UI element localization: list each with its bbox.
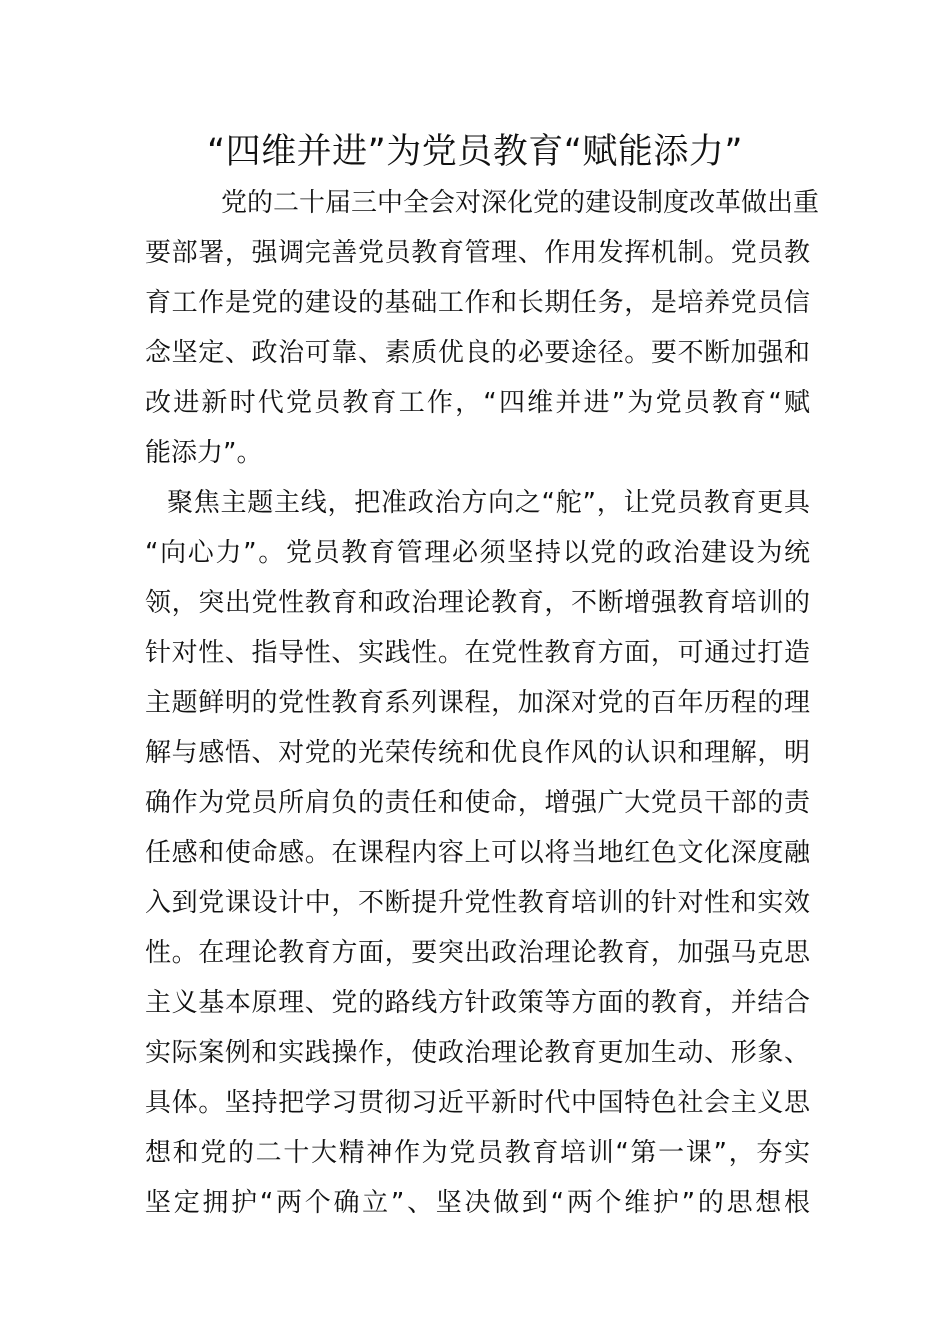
paragraph-line: 入到党课设计中，不断提升党性教育培训的针对性和实效 (145, 888, 810, 918)
paragraph-2 (145, 478, 810, 1228)
paragraph-line: 解与感悟、对党的光荣传统和优良作风的认识和理解，明 (145, 738, 810, 768)
paragraph-line: 性。在理论教育方面，要突出政治理论教育，加强马克思 (145, 938, 810, 968)
paragraph-line: 领，突出党性教育和政治理论教育，不断增强教育培训的 (145, 588, 810, 618)
paragraph-line: 主义基本原理、党的路线方针政策等方面的教育，并结合 (145, 988, 810, 1018)
paragraph-line: 针对性、指导性、实践性。在党性教育方面，可通过打造 (145, 638, 810, 668)
paragraph-line: 要部署，强调完善党员教育管理、作用发挥机制。党员教 (145, 238, 810, 268)
paragraph-line: 念坚定、政治可靠、素质优良的必要途径。要不断加强和 (145, 338, 810, 368)
paragraph-line: 主题鲜明的党性教育系列课程，加深对党的百年历程的理 (145, 688, 810, 718)
paragraph-line: 育工作是党的建设的基础工作和长期任务，是培养党员信 (145, 288, 810, 318)
paragraph-line: 坚定拥护“两个确立”、坚决做到“两个维护”的思想根 (145, 1188, 810, 1218)
paragraph-line: 聚焦主题主线，把准政治方向之“舵”，让党员教育更具 (167, 488, 810, 518)
paragraph-line: 能添力”。 (145, 438, 263, 468)
paragraph-line: 党的二十届三中全会对深化党的建设制度改革做出重 (221, 188, 820, 218)
paragraph-1 (145, 178, 820, 478)
paragraph-line: 实际案例和实践操作，使政治理论教育更加生动、形象、 (145, 1038, 810, 1068)
paragraph-line: 想和党的二十大精神作为党员教育培训“第一课”，夯实 (145, 1138, 810, 1168)
document-body (145, 178, 820, 1228)
paragraph-line: 任感和使命感。在课程内容上可以将当地红色文化深度融 (145, 838, 810, 868)
paragraph-line: 改进新时代党员教育工作，“四维并进”为党员教育“赋 (145, 388, 810, 418)
paragraph-line: “向心力”。党员教育管理必须坚持以党的政治建设为统 (145, 538, 810, 568)
document-title: “四维并进”为党员教育“赋能添力” (206, 132, 744, 172)
paragraph-line: 具体。坚持把学习贯彻习近平新时代中国特色社会主义思 (145, 1088, 810, 1118)
paragraph-line: 确作为党员所肩负的责任和使命，增强广大党员干部的责 (145, 788, 810, 818)
